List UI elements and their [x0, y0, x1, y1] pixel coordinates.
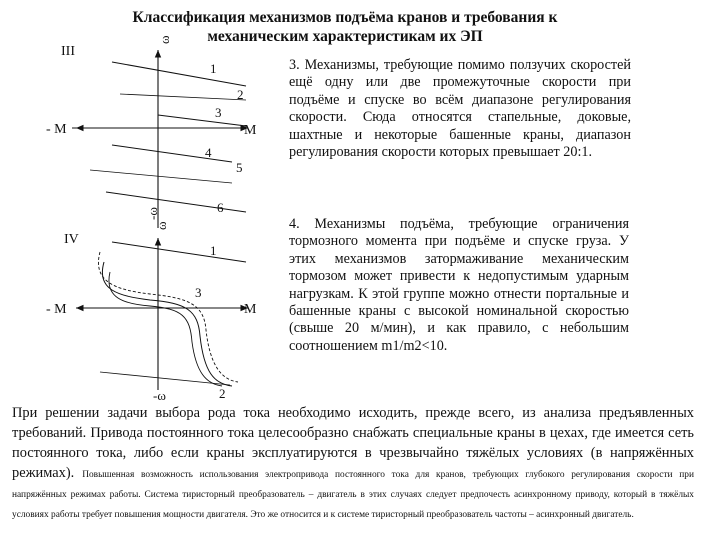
bottom-curve-3-dashed — [98, 252, 238, 382]
page-title: Классификация механизмов подъёма кранов и требования к механическим характеристикам их ЭП — [132, 9, 558, 45]
top-curve-label-5: 5 — [236, 160, 243, 175]
bottom-curve-3 — [102, 262, 232, 386]
top-curve-3 — [158, 115, 246, 126]
bottom-curve-label-2: 2 — [219, 386, 226, 401]
bottom-text — [12, 403, 694, 523]
top-curve-label-4: 4 — [205, 145, 212, 160]
bottom-omega-label: ω — [154, 221, 169, 230]
characteristics-diagram — [0, 0, 290, 405]
top-diagram — [46, 35, 257, 228]
bottom-right-axis-label: M — [244, 302, 257, 317]
top-curve-label-3: 3 — [215, 105, 222, 120]
bottom-section-label: IV — [64, 232, 79, 247]
top-neg-omega-label: -ω — [145, 207, 160, 220]
bottom-curve-1 — [112, 242, 246, 262]
bottom-curve-3-inner — [109, 272, 222, 386]
top-omega-label: ω — [157, 35, 172, 44]
top-curve-5 — [90, 170, 232, 183]
paragraph-4: 4. Механизмы подъёма, требующие ограничения тормозного момента при подъёме и спуске груза. У этих механизмов затормаживание механическим тормозом может привести к недопустимым ударным нагрузкам. К этой группе можно отнести портальные и башенные краны с высокой номинальной скоростью (свыше 20 м/мин), и как правило, с небольшим соотношением m1/m2<10. — [289, 216, 629, 354]
bottom-small-text: Повышенная возможность использования электропривода постоянного тока для кранов, требующих глубокого регулирования скорости при напряжённых режимах работы. Система тиристорный преобразователь – двигатель в этих случаях следует предпочесть асинхронному приводу, который в тяжёлых условиях работы требует повышения мощности двигателя. Это же относится и к системе тиристорный преобразователь частоты – асинхронный двигатель. — [12, 470, 694, 520]
top-curve-label-1: 1 — [210, 61, 217, 76]
bottom-diagram — [46, 221, 257, 403]
bottom-main-text: При решении задачи выбора рода тока необходимо исходить, прежде всего, из анализа предъявленных требований. Привода постоянного тока целесообразно снабжать специальные краны в цехах, где имеется сеть постоянного тока, либо если краны эксплуатируются в чрезвычайно тяжёлых условиях (в напряжённых режимах). — [12, 405, 694, 481]
top-curve-2 — [120, 94, 246, 100]
bottom-left-axis-label: - M — [46, 302, 67, 317]
top-right-axis-label: M — [244, 123, 257, 138]
top-curve-4 — [112, 145, 232, 162]
top-section-label: III — [61, 44, 75, 59]
top-curve-6 — [106, 192, 246, 212]
top-left-axis-label: - M — [46, 122, 67, 137]
top-curve-label-2: 2 — [237, 87, 244, 102]
bottom-curve-label-1: 1 — [210, 243, 217, 258]
bottom-neg-omega-label: -ω — [153, 388, 166, 403]
bottom-curve-label-3: 3 — [195, 285, 202, 300]
top-curve-label-6: 6 — [217, 200, 224, 215]
top-curve-1 — [112, 62, 246, 86]
paragraph-3: 3. Механизмы, требующие помимо ползучих скоростей ещё одну или две промежуточные скорости при подъёме и спуске во всём диапазоне регулирования скорости. Сюда относятся стапельные, доковые, шахтные и некоторые башенные краны, диапазон регулирования скорости которых превышает 20:1. — [289, 57, 631, 161]
